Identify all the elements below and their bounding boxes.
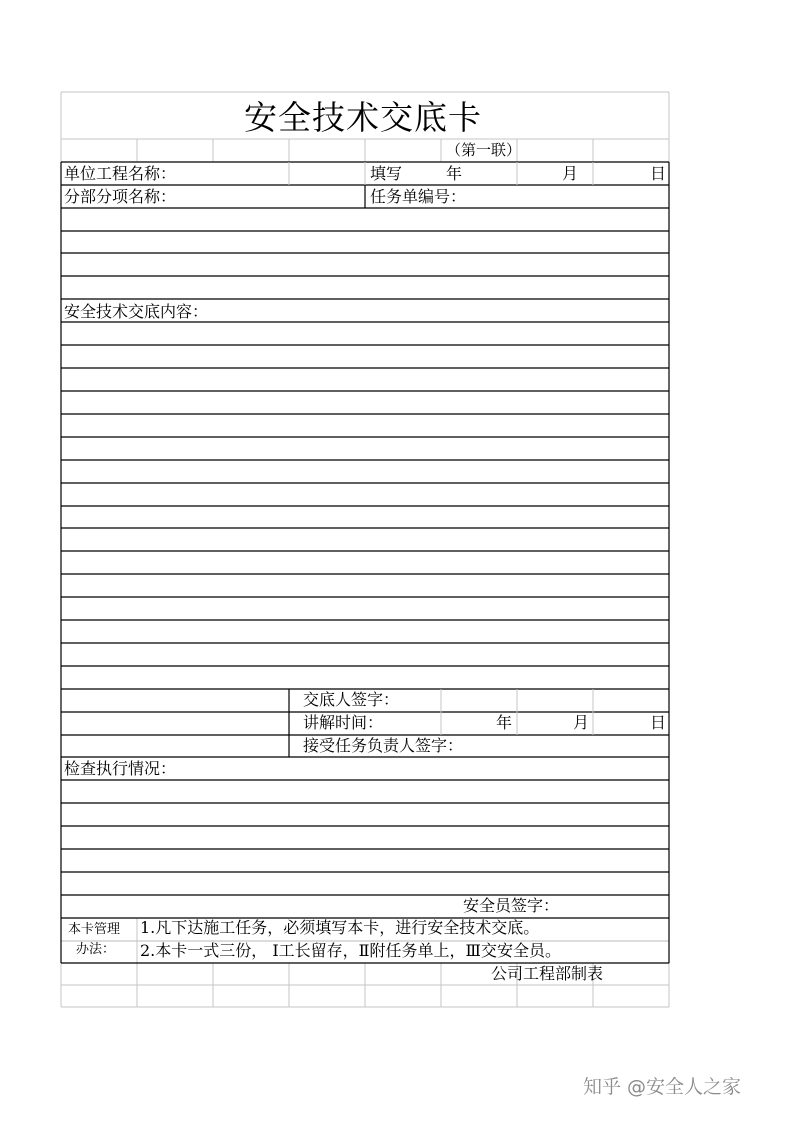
disclosure-content-label: 安全技术交底内容： — [64, 302, 209, 321]
management-rule-1: 1.凡下达施工任务，必须填写本卡，进行安全技术交底。 — [140, 918, 540, 937]
task-number-label: 任务单编号： — [370, 187, 467, 206]
copy-label: （第一联） — [446, 141, 522, 159]
inspection-label: 检查执行情况： — [64, 759, 177, 778]
unit-project-label: 单位工程名称： — [64, 164, 177, 183]
safety-officer-signature-label: 安全员签字： — [463, 896, 560, 915]
explain-year-label: 年 — [496, 713, 513, 732]
form-title: 安全技术交底卡 — [244, 98, 482, 137]
management-label-line2: 办法： — [76, 942, 116, 957]
sub-project-label: 分部分项名称： — [64, 187, 177, 206]
receiver-signature-label: 接受任务负责人签字： — [303, 736, 464, 755]
management-label-line1: 本卡管理 — [68, 922, 121, 937]
fill-label: 填写 — [370, 164, 403, 183]
fill-day-label: 日 — [650, 164, 667, 183]
explain-month-label: 月 — [573, 713, 590, 732]
discloser-signature-label: 交底人签字： — [303, 690, 400, 709]
fill-year-label: 年 — [446, 164, 463, 183]
footer-issuer: 公司工程部制表 — [491, 964, 604, 983]
watermark: 知乎 @安全人之家 — [583, 1076, 742, 1098]
explain-day-label: 日 — [650, 713, 667, 732]
fill-month-label: 月 — [562, 164, 579, 183]
explain-time-label: 讲解时间： — [303, 713, 384, 732]
management-rule-2: 2.本卡一式三份， Ⅰ工长留存，Ⅱ附任务单上，Ⅲ交安全员。 — [140, 941, 561, 960]
